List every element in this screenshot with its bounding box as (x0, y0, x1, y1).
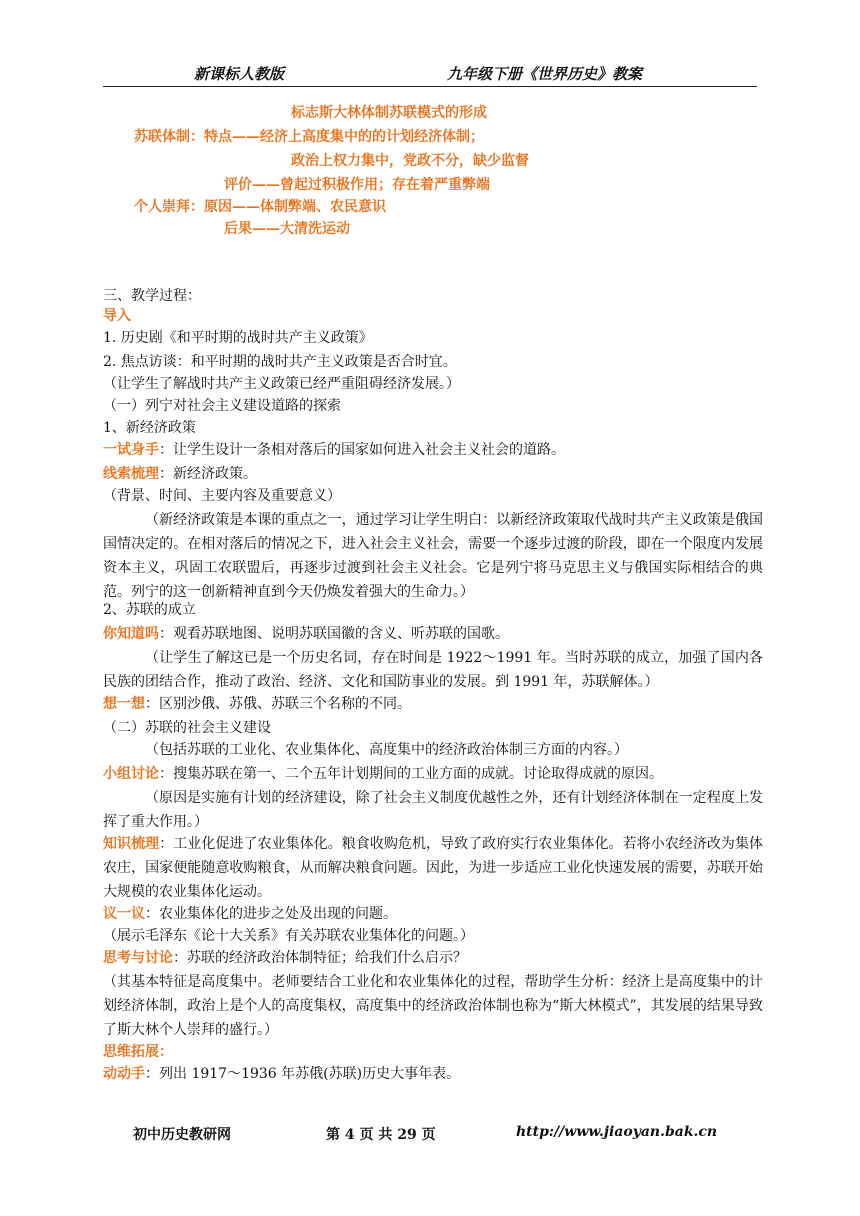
paragraph: （原因是实施有计划的经济建设，除了社会主义制度优越性之外，还有计划经济体制在一定程度上发挥了重大作用。） (103, 790, 763, 830)
activity-text: ：观看苏联地图、说明苏联国徽的含义、听苏联的国歌。 (159, 626, 509, 642)
sub-heading: 2、苏联的成立 (103, 602, 196, 618)
activity-label: 动动手 (103, 1066, 145, 1082)
activity-label: 知识梳理 (103, 836, 160, 852)
summary-line: 政治上权力集中，党政不分，缺少监督 (291, 153, 529, 169)
paragraph (103, 832, 763, 904)
activity-text: ：农业集体化的进步之处及出现的问题。 (145, 906, 397, 922)
activity-line (103, 440, 565, 460)
activity-line (103, 1064, 460, 1084)
activity-label: 想一想 (103, 696, 145, 712)
section-heading: （一）列宁对社会主义建设道路的探索 (103, 398, 341, 414)
activity-text: ：列出 1917～1936 年苏俄(苏联)历史大事年表。 (145, 1066, 461, 1082)
note-line: （包括苏联的工业化、农业集体化、高度集中的经济政治体制三方面的内容。） (145, 742, 628, 758)
activity-label: 议一议 (103, 906, 145, 922)
activity-line (103, 948, 467, 968)
summary-line: 个人崇拜：原因——体制弊端、农民意识 (134, 199, 386, 215)
activity-line (103, 764, 663, 784)
section-title: 三、教学过程： (103, 288, 201, 304)
section-heading: （二）苏联的社会主义建设 (103, 720, 271, 736)
activity-text: ：新经济政策。 (159, 466, 257, 482)
activity-line (103, 694, 411, 714)
footer-site-name: 初中历史教研网 (133, 1127, 231, 1143)
activity-label: 一试身手 (103, 442, 159, 458)
activity-label: 思维拓展 (103, 1044, 159, 1060)
header-book-title: 九年级下册《世界历史》教案 (447, 65, 643, 83)
note-line: （展示毛泽东《论十大关系》有关苏联农业集体化的问题。） (103, 928, 474, 944)
activity-label: 思考与讨论 (103, 950, 173, 966)
activity-label: 你知道吗 (103, 626, 159, 642)
intro-note: （让学生了解战时共产主义政策已经严重阻碍经济发展。） (103, 376, 460, 392)
header-edition: 新课标人教版 (194, 65, 285, 83)
intro-label: 导入 (103, 308, 131, 324)
paragraph: （让学生了解这已是一个历史名词，存在时间是 1922～1991 年。当时苏联的成立，加强了国内各民族的团结合作，推动了政治、经济、文化和国防事业的发展。到 1991 年，苏联解体。） (103, 650, 763, 690)
activity-label: 线索梳理 (103, 466, 159, 482)
activity-text: ：搜集苏联在第一、二个五年计划期间的工业方面的成就。讨论取得成就的原因。 (159, 766, 663, 782)
activity-line (103, 624, 509, 644)
activity-text: ：工业化促进了农业集体化。粮食收购危机，导致了政府实行农业集体化。若将小农经济改为集体农庄，国家便能随意收购粮食，从而解决粮食问题。因此，为进一步适应工业化快速发展的需要，苏联开始大规模的农业集体化运动。 (103, 836, 764, 900)
footer-page-number: 第 4 页 共 29 页 (326, 1127, 436, 1143)
summary-line: 苏联体制：特点——经济上高度集中的的计划经济体制； (134, 129, 484, 145)
paragraph: （其基本特征是高度集中。老师要结合工业化和农业集体化的过程，帮助学生分析：经济上是高度集中的计划经济体制，政治上是个人的高度集权，高度集中的经济政治体制也称为“斯大林模式”，其发展的结果导致了斯大林个人崇拜的盛行。） (103, 974, 763, 1038)
activity-line (103, 904, 397, 924)
activity-text: ：让学生设计一条相对落后的国家如何进入社会主义社会的道路。 (159, 442, 565, 458)
footer-url: http://www.jiaoyan.bak.cn (516, 1124, 718, 1140)
activity-line (103, 1042, 173, 1062)
note-line: （背景、时间、主要内容及重要意义） (103, 488, 341, 504)
sub-heading: 1、新经济政策 (103, 420, 196, 436)
summary-line: 后果——大清洗运动 (224, 221, 350, 237)
paragraph: （新经济政策是本课的重点之一，通过学习让学生明白：以新经济政策取代战时共产主义政策是俄国国情决定的。在相对落后的情况之下，进入社会主义社会，需要一个逐步过渡的阶段，即在一个限度内发展资本主义，巩固工农联盟后，再逐步过渡到社会主义社会。它是列宁将马克思主义与俄国实际相结合的典范。列宁的这一创新精神直到今天仍焕发着强大的生命力。） (103, 512, 763, 600)
activity-text: ：苏联的经济政治体制特征；给我们什么启示？ (173, 950, 467, 966)
page-header (103, 62, 757, 87)
intro-item: 1. 历史剧《和平时期的战时共产主义政策》 (103, 330, 373, 346)
activity-label: 小组讨论 (103, 766, 159, 782)
summary-line: 标志斯大林体制苏联模式的形成 (291, 105, 487, 121)
summary-line: 评价——曾起过积极作用；存在着严重弊端 (224, 177, 490, 193)
intro-item: 2. 焦点访谈：和平时期的战时共产主义政策是否合时宜。 (103, 354, 457, 370)
activity-line (103, 464, 257, 484)
activity-text: ：区别沙俄、苏俄、苏联三个名称的不同。 (145, 696, 411, 712)
activity-text: ： (159, 1044, 173, 1060)
